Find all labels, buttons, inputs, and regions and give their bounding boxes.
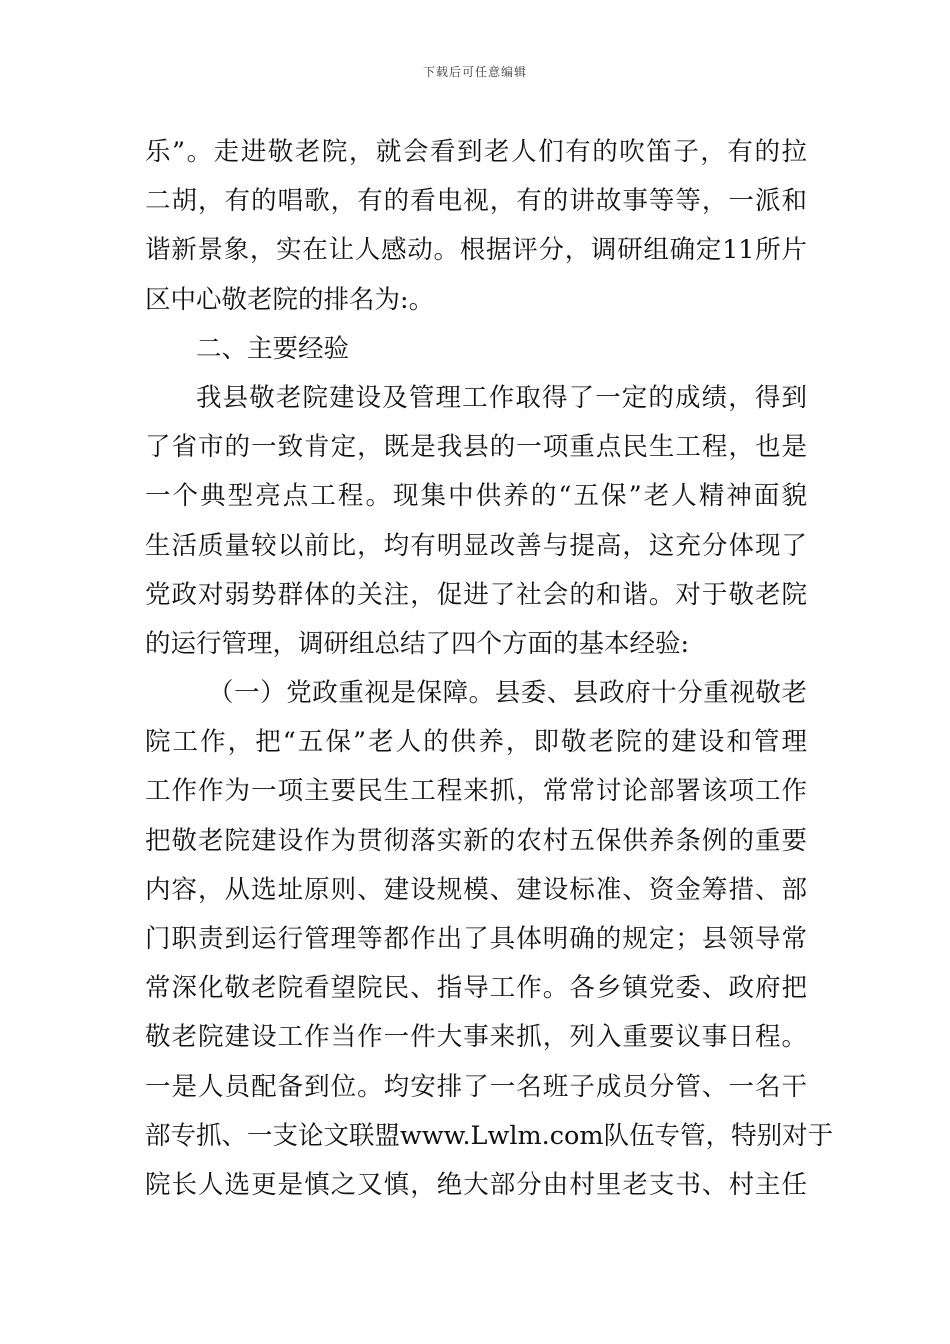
text-line: 一个典型亮点工程。现集中供养的“五保”老人精神面貌 xyxy=(145,481,807,512)
text-line: 内容，从选址原则、建设规模、建设标准、资金筹措、部 xyxy=(145,874,807,905)
section-heading: 二、主要经验 xyxy=(196,333,350,364)
text-line: 的运行管理，调研组总结了四个方面的基本经验: xyxy=(145,628,690,659)
text-line: 乐”。走进敬老院，就会看到老人们有的吹笛子，有的拉 xyxy=(145,137,807,167)
text-line: 部专抓、一支论文联盟www.Lwlm.com队伍专管，特别对于 xyxy=(145,1120,834,1151)
text-line: 生活质量较以前比，均有明显改善与提高，这充分体现了 xyxy=(145,530,807,561)
text-line: 谐新景象，实在让人感动。根据评分，调研组确定11所片 xyxy=(145,235,807,266)
text-line: （一）党政重视是保障。县委、县政府十分重视敬老 xyxy=(208,678,807,709)
text-line: 区中心敬老院的排名为:。 xyxy=(145,284,435,315)
text-line: 党政对弱势群体的关注，促进了社会的和谐。对于敬老院 xyxy=(145,579,807,610)
text-line: 院长人选更是慎之又慎，绝大部分由村里老支书、村主任 xyxy=(145,1169,807,1200)
page-header: 下载后可任意编辑 xyxy=(422,65,527,79)
text-line: 工作作为一项主要民生工程来抓，常常讨论部署该项工作 xyxy=(145,776,807,807)
text-line: 二胡，有的唱歌，有的看电视，有的讲故事等等，一派和 xyxy=(145,186,807,217)
text-line: 一是人员配备到位。均安排了一名班子成员分管、一名干 xyxy=(145,1071,807,1102)
text-line: 常深化敬老院看望院民、指导工作。各乡镇党委、政府把 xyxy=(145,973,807,1004)
text-line: 我县敬老院建设及管理工作取得了一定的成绩，得到 xyxy=(196,382,807,413)
text-line: 门职责到运行管理等都作出了具体明确的规定；县领导常 xyxy=(145,924,807,954)
text-line: 了省市的一致肯定，既是我县的一项重点民生工程，也是 xyxy=(145,432,807,463)
text-line: 敬老院建设工作当作一件大事来抓，列入重要议事日程。 xyxy=(145,1022,807,1053)
text-line: 把敬老院建设作为贯彻落实新的农村五保供养条例的重要 xyxy=(145,825,807,856)
document-body xyxy=(145,128,834,1210)
text-line: 院工作，把“五保”老人的供养，即敬老院的建设和管理 xyxy=(145,727,807,758)
